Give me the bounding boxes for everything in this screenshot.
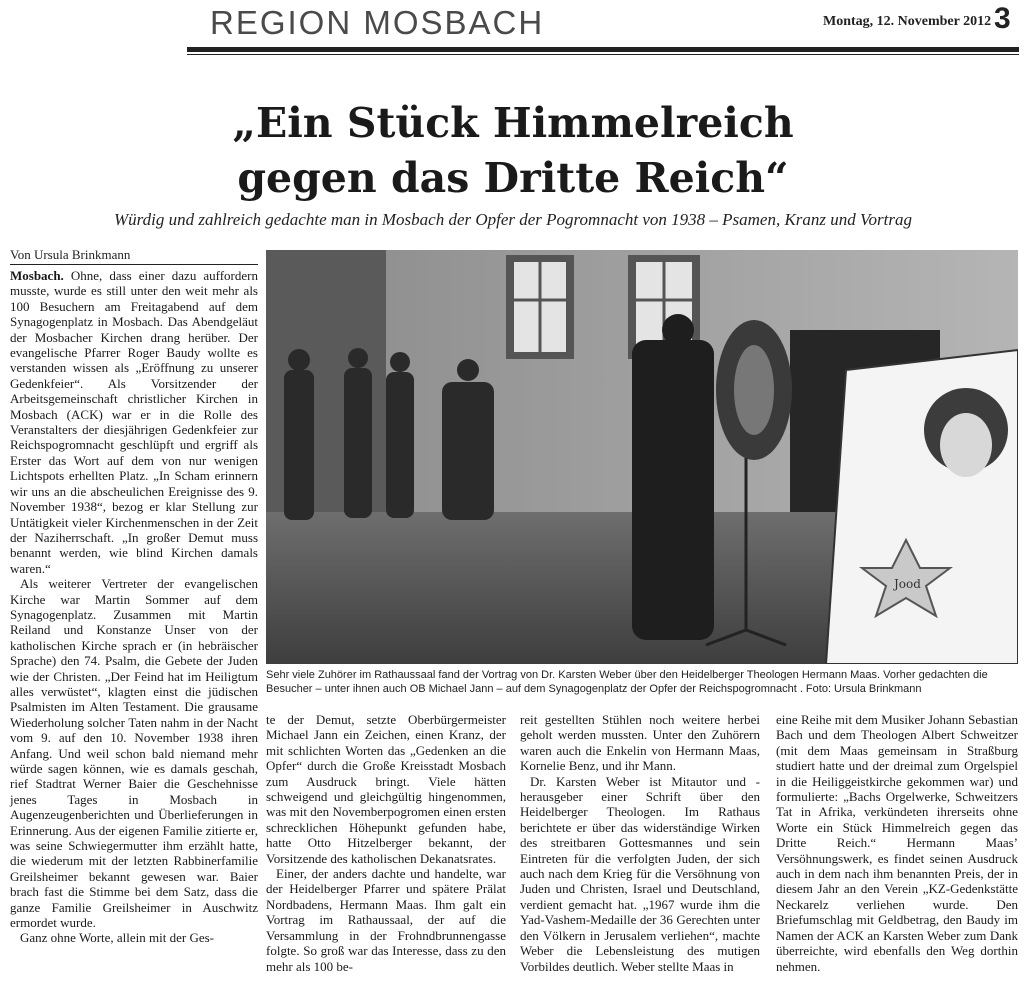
- paragraph-text: Ohne, dass einer dazu auffordern musste, wurde es still unter den weit mehr als 100 Besuchern am Freitagabend auf dem Synagogenplatz in Mosbach. Das Abendgeläut der Mosbacher Kirchen drang herüber. Der evangelische Pfarrer Roger Baudy wollte es verstanden wissen als „Eröffnung zu unserer Gedenkfeier“. Als Vorsitzender der Arbeitsgemeinschaft christlicher Kirchen in Mosbach (ACK) war er in die Rolle des Veranstalters der diesjährigen Gedenkfeier zur Reichspogromnacht geschlüpft und ergriff als Erster das Wort auf dem von nur wenigen Lichtspots erhellten Platz. „In Scham erinnern wir uns an die abscheulichen Ereignisse des 9. November 1938“, bezog er klar Stellung zur Untätigkeit vieler Kirchenmenschen in der Zeit der Naziherrschaft. „In großer Demut muss benannt werden, wie blind Kirchen damals waren.“: [10, 268, 258, 576]
- paragraph: te der Demut, setzte Oberbürgermeister Michael Jann ein Zeichen, einen Kranz, der mit schlichten Worten das „Gedenken an die Opfer“ durch die Große Kreisstadt Mosbach zum Ausdruck bringt. Viele hätten schweigend und gleichgültig hingenommen, was mit den Novemberpogromen einen ersten schrecklichen Höhepunkt gefunden habe, hatte Otto Hitzelberger bekannt, der Vorsitzende des katholischen Dekanatsrates.: [266, 712, 506, 866]
- article-column-3: [520, 712, 760, 974]
- header-rule-thin: [187, 54, 1019, 55]
- paragraph: Einer, der anders dachte und handelte, war der Heidelberger Pfarrer und spätere Prälat Nordbadens, Hermann Maas. Ihm galt ein Vortrag im Rathaussaal, der auf die Versammlung in der Frohndbrunnengasse folgte. So groß war das Interesse, dass zu den mehr als 100 be-: [266, 866, 506, 974]
- poster-text: Jood: [894, 577, 921, 591]
- paragraph: Dr. Karsten Weber ist Mitautor und -herausgeber einer Schrift über den Heidelberger Theologen. Im Rathaus berichtete er über das widerständige Wirken des streitbaren Gottesmannes und sein Eintreten für die verfolgten Juden, der sich auch nach dem Krieg für die Versöhnung von Juden und Christen, Israel und Deutschland, verdient gemacht hat. „1967 wurde ihm die Yad-Vashem-Medaille der 36 Gerechten unter den Völkern in Jerusalem verliehen“, machte Weber die Lebensleistung des mutigen Vorbildes deutlich. Weber stellte Maas in: [520, 773, 760, 974]
- photo-memorial-ceremony-icon: [266, 250, 1018, 664]
- page-number: 3: [994, 2, 1011, 35]
- issue-date: Montag, 12. November 2012: [823, 14, 992, 29]
- paragraph: [10, 268, 258, 576]
- article-column-2: [266, 712, 506, 974]
- paragraph: reit gestellten Stühlen noch weitere herbei geholt werden mussten. Unter den Zuhörern waren auch die Enkelin von Hermann Maas, Kornelie Benz, und ihr Mann.: [520, 712, 760, 774]
- article-photo: [266, 250, 1018, 664]
- article-column-1: [10, 268, 258, 946]
- byline: Von Ursula Brinkmann: [10, 247, 131, 262]
- paragraph: Ganz ohne Worte, allein mit der Ges-: [20, 930, 215, 946]
- paragraph: Als weiterer Vertreter der evangelischen Kirche war Martin Sommer auf dem Synagogenplatz. Zusammen mit Martin Reiland und Konstanze Unser von der katholischen Kirche sprach er (in hebräischer Sprache) den 74. Psalm, die Gebete der Juden wie der Christen. „Der Feind hat im Heiligtum alles verwüstet“, klagten einst die jüdischen Psalmisten im Alten Testament. Die grausame Wiederholung solcher Taten nahm in der Nacht vom 9. auf den 10. November 1938 ihren Anfang. Und weil schon bald niemand mehr würde sagen können, wie es damals geschah, rief Stadtrat Werner Baier die Geschehnisse jenes Tages in Mosbach in Augenzeugenberichten und Überlieferungen in Erinnerung. Aus der eigenen Familie zitierte er, was seine Schwiegermutter ihm erzählt hatte, die wiederum mit der letzten Rabbinerfamilie Greilsheimer bekannt gewesen war. Baier brach fast die Stimme bei dem Satz, dass die ganze Familie Greilsheimer in Auschwitz ermordet wurde.: [10, 576, 258, 931]
- headline-line-1: „Ein Stück Himmelreich: [232, 99, 794, 147]
- headline-line-2: gegen das Dritte Reich“: [237, 154, 789, 202]
- subheadline: Würdig und zahlreich gedachte man in Mosbach der Opfer der Pogromnacht von 1938 – Psamen, Kranz und Vortrag: [114, 210, 912, 229]
- dateline: Mosbach.: [10, 268, 64, 283]
- paragraph: eine Reihe mit dem Musiker Johann Sebastian Bach und dem Theologen Albert Schweitzer (mit dem Maas gemeinsam in Straßburg studiert hatte und der dreimal zum Orgelspiel in die Heiliggeistkirche gekommen war) und formulierte: „Bachs Orgelwerke, Schweitzers Tat in Afrika, verkündeten ihrerseits ohne Worte ein Stück Himmelreich gegen das Dritte Reich.“ Hermann Maas’ Versöhnungswerk, es findet seinen Ausdruck auch in dem nach ihm benannten Preis, der in diesem Jahr an den Verein „KZ-Gedenkstätte Neckarelz verliehen wurde. Den Briefumschlag mit Geldbetrag, den Baudy im Namen der ACK an Karsten Weber zum Dank überreichte, wird ebenfalls den Weg dorthin nehmen.: [776, 712, 1018, 974]
- article-column-4: [776, 712, 1018, 974]
- header-rule: [187, 47, 1019, 52]
- byline-rule: [10, 264, 258, 265]
- section-title: REGION MOSBACH: [210, 4, 545, 41]
- photo-caption: Sehr viele Zuhörer im Rathaussaal fand der Vortrag von Dr. Karsten Weber über den Heidelberger Theologen Hermann Maas. Vorher gedachten die Besucher – unter ihnen auch OB Michael Jann – auf dem Synagogenplatz der Opfer der Reichspogromnacht . Foto: Ursula Brinkmann: [266, 669, 988, 695]
